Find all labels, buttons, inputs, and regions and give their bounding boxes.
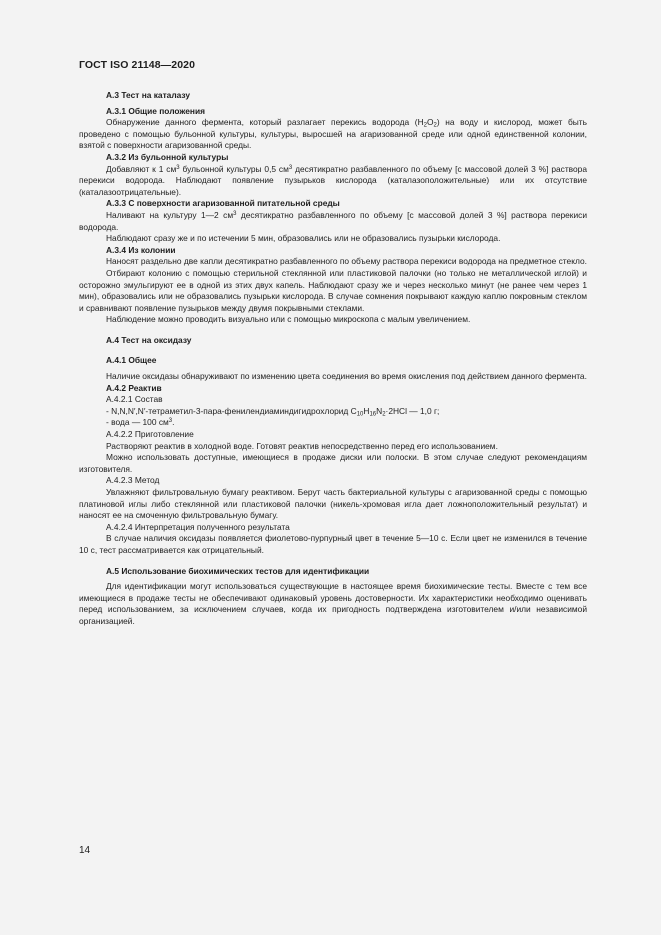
preparation-paragraph-2: Можно использовать доступные, имеющиеся в продаже диски или полоски. В этом случае следуют рекомендациям изготовителя.: [79, 452, 587, 474]
section-oxidase-title: А.4 Тест на оксидазу: [106, 334, 192, 345]
composition-title: А.4.2.1 Состав: [106, 394, 163, 405]
subsection-general-title: А.3.1 Общие положения: [106, 105, 205, 116]
interpretation-paragraph: В случае наличия оксидазы появляется фиолетово-пурпурный цвет в течение 5—10 с. Если цвет не изменился в течение 10 с, тест рассматривается как отрицательный.: [79, 533, 587, 555]
method-title: А.4.2.3 Метод: [106, 475, 160, 486]
interpretation-title: А.4.2.4 Интерпретация полученного результата: [106, 521, 290, 532]
biochem-paragraph: Для идентификации могут использоваться существующие в настоящее время биохимические тесты. Вместе с тем все имеющиеся в продаже тесты не обеспечивают одинаковый уровень достоверности. Их характеристики необходимо оценивать перед использованием, за исключением случаев, когда их пригодность подтверждена изготовителем и/или независимой организацией.: [79, 581, 587, 626]
agar-paragraph-2: Наблюдают сразу же и по истечении 5 мин, образовались или не образовались пузырьки кислорода.: [106, 233, 501, 244]
preparation-title: А.4.2.2 Приготовление: [106, 429, 194, 440]
general-paragraph: Обнаружение данного фермента, который разлагает перекись водорода $(H_2O_2)$ на воду и кислород, может быть проведено с помощью бульонной культуры, культуры, выросшей на агаризованной среде или одной единственной колонии, взятой с поверхности агаризованной среды.: [79, 117, 587, 151]
document-body: [79, 90, 587, 628]
colony-paragraph-1: Наносят раздельно две капли десятикратно разбавленного по объему раствора перекиси водорода на предметное стекло.: [106, 256, 587, 267]
subsection-broth-title: А.3.2 Из бульонной культуры: [106, 151, 229, 162]
agar-paragraph-1: Наливают на культуру 1—2 $см^3$ десятикратно разбавленного по объему [с массовой долей 3 %] раствора перекиси водорода.: [79, 209, 587, 232]
page-number: 14: [79, 845, 91, 856]
section-biochem-title: А.5 Использование биохимических тестов для идентификации: [106, 565, 370, 576]
broth-paragraph: Добавляют к 1 $см^3$ бульонной культуры 0,5 $см^3$ десятикратно разбавленного по объему [с массовой долей 3 %] раствора перекиси водорода. Наблюдают появление пузырьков кислорода (каталазоположительные) или их отсутствие (каталазоотрицательные).: [79, 163, 588, 197]
composition-item-2: - вода — 100 $см^3$.: [106, 417, 175, 428]
section-catalase-title: А.3 Тест на каталазу: [106, 90, 191, 100]
colony-paragraph-2: Отбирают колонию с помощью стерильной стеклянной или пластиковой палочки (но только не металлической иглой) и осторожно эмульгируют ее в одной из этих двух капель. Наблюдают сразу же и через несколько минут (не ранее чем через 1 мин), образовались или не образовались пузырьки кислорода. В случае сомнения покрывают каждую каплю покровным стеклом и сравнивают появление пузырьков между двумя покрывными стеклами.: [79, 267, 587, 313]
subsection-agar-title: А.3.3 С поверхности агаризованной питательной среды: [106, 198, 340, 209]
subsection-oxidase-general-title: А.4.1 Общее: [106, 355, 157, 366]
oxidase-general-paragraph: Наличие оксидазы обнаруживают по изменению цвета соединения во время окисления под действием данного фермента.: [106, 371, 587, 382]
preparation-paragraph-1: Растворяют реактив в холодной воде. Готовят реактив непосредственно перед его использованием.: [106, 440, 498, 451]
colony-paragraph-3: Наблюдение можно проводить визуально или с помощью микроскопа с малым увеличением.: [106, 314, 471, 325]
subsection-reagent-title: А.4.2 Реактив: [106, 382, 162, 393]
composition-item-1: - N,N,N′,N′-тетраметил-3-пара-фенилендиаминдигидрохлорид $C_{10}H_{16}N_2\cdot 2HCl$ — 1,0 г;: [106, 405, 440, 418]
subsection-colony-title: А.3.4 Из колонии: [106, 244, 176, 255]
method-paragraph: Увлажняют фильтровальную бумагу реактивом. Берут часть бактериальной культуры с агаризованной среды с помощью платиновой иглы либо стеклянной или пластиковой палочки (никель-хромовая игла дает ложноположительный результат) и наносят ее на смоченную фильтровальную бумагу.: [79, 487, 587, 521]
standard-header: ГОСТ ISO 21148—2020: [79, 59, 196, 71]
